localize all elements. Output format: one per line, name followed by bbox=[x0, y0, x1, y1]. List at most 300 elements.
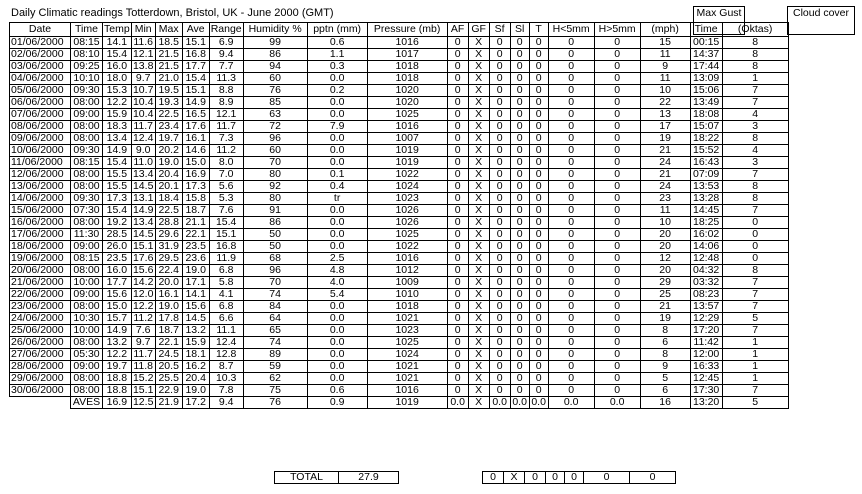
table-cell: 19.0 bbox=[182, 265, 209, 277]
table-cell: 19.7 bbox=[155, 133, 182, 145]
table-cell: 0 bbox=[447, 301, 468, 313]
table-cell: 20/06/2000 bbox=[10, 265, 71, 277]
table-cell: 10 bbox=[640, 85, 690, 97]
table-row bbox=[10, 133, 789, 145]
table-cell: 65 bbox=[243, 325, 307, 337]
table-cell: 0 bbox=[447, 373, 468, 385]
table-cell: 13:49 bbox=[690, 97, 722, 109]
table-cell: 17:44 bbox=[690, 61, 722, 73]
table-cell: 0.2 bbox=[307, 85, 367, 97]
table-cell: 6.8 bbox=[209, 265, 243, 277]
table-cell: X bbox=[468, 121, 489, 133]
table-cell: 6 bbox=[640, 385, 690, 397]
table-cell: 0 bbox=[489, 313, 510, 325]
table-cell: 5.6 bbox=[209, 181, 243, 193]
table-cell: 29/06/2000 bbox=[10, 373, 71, 385]
table-cell: 0 bbox=[529, 121, 548, 133]
table-cell: 12:48 bbox=[690, 253, 722, 265]
table-cell: 96 bbox=[243, 265, 307, 277]
column-header: H>5mm bbox=[594, 23, 640, 37]
table-cell: 0 bbox=[510, 49, 529, 61]
table-cell: 11 bbox=[640, 73, 690, 85]
column-header: Temp bbox=[104, 23, 130, 35]
column-header: AF bbox=[447, 23, 468, 37]
table-cell: 1007 bbox=[367, 133, 447, 145]
table-cell: 13.2 bbox=[182, 325, 209, 337]
table-cell: 0 bbox=[489, 205, 510, 217]
average-cell: 16 bbox=[640, 397, 690, 409]
table-cell: 0 bbox=[548, 253, 594, 265]
table-cell: 3 bbox=[722, 157, 788, 169]
table-cell: 0 bbox=[594, 121, 640, 133]
table-cell: X bbox=[468, 193, 489, 205]
table-cell: 22.5 bbox=[155, 205, 182, 217]
table-cell: 7.9 bbox=[307, 121, 367, 133]
table-cell: 1025 bbox=[367, 337, 447, 349]
table-cell: 1021 bbox=[367, 373, 447, 385]
table-cell: 27/06/2000 bbox=[10, 349, 71, 361]
table-cell: 18:25 bbox=[690, 217, 722, 229]
table-cell: 7.0 bbox=[209, 169, 243, 181]
table-cell: 0.0 bbox=[307, 157, 367, 169]
table-cell: 11.0 bbox=[131, 157, 155, 169]
table-cell: 0.0 bbox=[307, 217, 367, 229]
table-cell: 0 bbox=[510, 301, 529, 313]
table-cell: 15.7 bbox=[103, 313, 132, 325]
table-cell: 03/06/2000 bbox=[10, 61, 71, 73]
table-cell: 11 bbox=[640, 49, 690, 61]
table-cell: 1.1 bbox=[307, 49, 367, 61]
table-cell: 21.0 bbox=[155, 73, 182, 85]
table-cell: 0 bbox=[447, 289, 468, 301]
table-cell: 7 bbox=[722, 277, 788, 289]
table-cell: 0 bbox=[447, 229, 468, 241]
table-cell: 21 bbox=[640, 169, 690, 181]
table-cell: 0 bbox=[510, 61, 529, 73]
table-cell: 0 bbox=[489, 373, 510, 385]
table-cell: 0 bbox=[722, 241, 788, 253]
table-cell: 0 bbox=[529, 205, 548, 217]
table-cell: 0 bbox=[489, 61, 510, 73]
table-cell: 75 bbox=[243, 385, 307, 397]
table-cell: 0 bbox=[510, 97, 529, 109]
table-cell: 7 bbox=[722, 325, 788, 337]
table-cell: 0 bbox=[594, 301, 640, 313]
table-cell: 09:00 bbox=[71, 289, 103, 301]
table-cell: 10.3 bbox=[209, 373, 243, 385]
column-header: Pressure (mb) bbox=[367, 23, 447, 37]
table-cell: 0 bbox=[510, 265, 529, 277]
table-cell: 1026 bbox=[367, 217, 447, 229]
table-cell: 0 bbox=[529, 49, 548, 61]
table-cell: X bbox=[468, 85, 489, 97]
table-cell: 16:02 bbox=[690, 229, 722, 241]
table-cell: 15.9 bbox=[182, 337, 209, 349]
table-cell: X bbox=[468, 325, 489, 337]
table-cell: 0.0 bbox=[307, 133, 367, 145]
table-cell: 0 bbox=[594, 85, 640, 97]
table-cell: 14.5 bbox=[182, 313, 209, 325]
column-header: GF bbox=[468, 23, 489, 37]
table-row bbox=[10, 349, 789, 361]
table-cell: X bbox=[468, 73, 489, 85]
table-cell: 14.6 bbox=[182, 145, 209, 157]
table-cell: 0 bbox=[489, 265, 510, 277]
table-cell: 15:06 bbox=[690, 85, 722, 97]
table-cell: 18/06/2000 bbox=[10, 241, 71, 253]
average-cell: 0.0 bbox=[489, 397, 510, 409]
table-cell: 68 bbox=[243, 253, 307, 265]
table-cell: 0 bbox=[594, 229, 640, 241]
table-cell: 20.1 bbox=[155, 181, 182, 193]
table-cell: 16:33 bbox=[690, 361, 722, 373]
table-cell: 0.6 bbox=[307, 37, 367, 49]
table-cell: 94 bbox=[243, 61, 307, 73]
table-row bbox=[10, 253, 789, 265]
table-row bbox=[10, 337, 789, 349]
table-cell: 0 bbox=[510, 373, 529, 385]
table-cell: 23.6 bbox=[182, 253, 209, 265]
table-cell: 15.8 bbox=[182, 193, 209, 205]
table-cell: 15.6 bbox=[182, 301, 209, 313]
table-cell: 10:00 bbox=[71, 325, 103, 337]
table-cell: 0 bbox=[548, 337, 594, 349]
table-cell: 5 bbox=[640, 373, 690, 385]
table-cell: 13:53 bbox=[690, 181, 722, 193]
table-cell: 0 bbox=[489, 229, 510, 241]
table-cell: 0 bbox=[489, 133, 510, 145]
table-cell: X bbox=[468, 253, 489, 265]
column-header: Sl bbox=[510, 23, 529, 37]
table-cell: 0.4 bbox=[307, 181, 367, 193]
average-cell: 0.0 bbox=[510, 397, 529, 409]
table-cell: 6 bbox=[640, 337, 690, 349]
table-cell: 0 bbox=[548, 385, 594, 397]
table-cell: 0 bbox=[510, 241, 529, 253]
table-cell: 0 bbox=[722, 217, 788, 229]
table-cell: 0 bbox=[529, 373, 548, 385]
table-cell: 16/06/2000 bbox=[10, 217, 71, 229]
table-row bbox=[10, 277, 789, 289]
table-cell: 7 bbox=[722, 97, 788, 109]
table-cell: 10.4 bbox=[132, 108, 154, 120]
table-cell: 0 bbox=[594, 337, 640, 349]
table-cell: 17 bbox=[640, 121, 690, 133]
table-cell: 26/06/2000 bbox=[10, 337, 71, 349]
table-cell: 0 bbox=[489, 385, 510, 397]
table-cell: 0.6 bbox=[307, 385, 367, 397]
table-cell: 14:37 bbox=[690, 49, 722, 61]
table-cell: 15.5 bbox=[103, 169, 132, 181]
table-cell: 0 bbox=[548, 289, 594, 301]
totals-row bbox=[275, 472, 399, 484]
table-cell: 9.0 bbox=[131, 145, 155, 157]
table-cell: 25.5 bbox=[155, 373, 182, 385]
column-header: Min bbox=[131, 23, 155, 37]
table-cell: 0 bbox=[510, 253, 529, 265]
table-cell: 0 bbox=[594, 133, 640, 145]
table-cell: 0 bbox=[489, 169, 510, 181]
table-cell: 24 bbox=[640, 181, 690, 193]
table-cell: 11:42 bbox=[690, 337, 722, 349]
average-cell: 12.5 bbox=[132, 396, 154, 408]
total-label: TOTAL bbox=[275, 472, 339, 484]
table-cell: 15.1 bbox=[209, 229, 243, 241]
table-cell: 0 bbox=[529, 217, 548, 229]
table-cell: 10 bbox=[640, 217, 690, 229]
table-cell: X bbox=[468, 169, 489, 181]
table-cell: 5.8 bbox=[209, 277, 243, 289]
table-cell: 13.4 bbox=[103, 133, 132, 145]
table-cell: 13:09 bbox=[690, 73, 722, 85]
table-cell: 15.4 bbox=[103, 205, 132, 217]
table-cell: 18:08 bbox=[690, 109, 722, 121]
table-cell: 16.1 bbox=[155, 289, 182, 301]
table-cell: 08:00 bbox=[71, 373, 103, 385]
table-cell: 12.2 bbox=[103, 97, 132, 109]
cloud-cover-header-line1: Cloud cover bbox=[792, 7, 850, 19]
table-cell: 0 bbox=[489, 73, 510, 85]
table-cell: 0 bbox=[447, 37, 468, 49]
table-cell: 12:29 bbox=[690, 313, 722, 325]
table-cell: 1009 bbox=[367, 277, 447, 289]
table-cell: 12.8 bbox=[209, 349, 243, 361]
table-row bbox=[10, 265, 789, 277]
table-cell: 0 bbox=[548, 97, 594, 109]
table-cell: 0 bbox=[510, 85, 529, 97]
table-cell: 13/06/2000 bbox=[10, 181, 71, 193]
table-cell: 1 bbox=[722, 373, 788, 385]
table-cell: X bbox=[468, 157, 489, 169]
table-cell: 19 bbox=[640, 313, 690, 325]
table-cell: 1024 bbox=[367, 349, 447, 361]
table-cell: 07/06/2000 bbox=[10, 109, 71, 121]
table-cell: 0 bbox=[594, 37, 640, 49]
table-cell: 23/06/2000 bbox=[10, 301, 71, 313]
table-cell: 1012 bbox=[367, 265, 447, 277]
table-cell: 08:10 bbox=[71, 49, 103, 61]
table-cell: 17:20 bbox=[690, 325, 722, 337]
table-cell: 11:30 bbox=[71, 229, 103, 241]
table-cell: 22.4 bbox=[155, 265, 182, 277]
table-row bbox=[10, 193, 789, 205]
table-cell: 0 bbox=[489, 325, 510, 337]
table-cell: 1020 bbox=[367, 97, 447, 109]
table-cell: 15.9 bbox=[103, 109, 132, 121]
average-cell: 76 bbox=[243, 397, 307, 409]
table-cell: 7.6 bbox=[209, 205, 243, 217]
table-cell: 0.0 bbox=[307, 229, 367, 241]
table-cell: 10.7 bbox=[132, 84, 154, 96]
table-cell: 0 bbox=[548, 313, 594, 325]
table-cell: 62 bbox=[243, 373, 307, 385]
table-cell: 0 bbox=[529, 349, 548, 361]
table-row bbox=[10, 37, 789, 49]
table-cell: 20.4 bbox=[155, 169, 182, 181]
table-cell: 0 bbox=[548, 181, 594, 193]
table-cell: 18.7 bbox=[155, 325, 182, 337]
table-cell: 0 bbox=[548, 325, 594, 337]
table-cell: 0 bbox=[447, 277, 468, 289]
table-cell: 22.1 bbox=[182, 229, 209, 241]
table-cell: 0 bbox=[529, 73, 548, 85]
table-cell: 0 bbox=[447, 145, 468, 157]
table-cell: 6.9 bbox=[209, 37, 243, 49]
table-cell: 16.1 bbox=[182, 133, 209, 145]
table-cell: 14:45 bbox=[690, 205, 722, 217]
table-cell: 16.0 bbox=[103, 265, 132, 277]
average-cell: 0.9 bbox=[307, 397, 367, 409]
table-cell: 0 bbox=[529, 169, 548, 181]
table-cell: 60 bbox=[243, 73, 307, 85]
table-cell: 1 bbox=[722, 337, 788, 349]
table-cell: 15/06/2000 bbox=[10, 205, 71, 217]
table-cell: 09:00 bbox=[71, 361, 103, 373]
table-cell: 0.0 bbox=[307, 109, 367, 121]
table-cell: X bbox=[468, 361, 489, 373]
table-cell: 15.4 bbox=[103, 157, 132, 169]
table-cell: 19.0 bbox=[182, 385, 209, 397]
table-cell: 23.5 bbox=[182, 241, 209, 253]
column-header: Time bbox=[690, 23, 722, 37]
table-cell: 19.0 bbox=[155, 301, 182, 313]
table-cell: 08:00 bbox=[71, 97, 103, 109]
table-cell: 12.4 bbox=[132, 132, 154, 144]
table-row bbox=[10, 85, 789, 97]
total-flag-cell: X bbox=[504, 472, 525, 484]
table-cell: 17.6 bbox=[132, 252, 154, 264]
table-cell: 0 bbox=[510, 325, 529, 337]
table-cell: 18.4 bbox=[155, 193, 182, 205]
table-cell: 1018 bbox=[367, 61, 447, 73]
table-cell: 1017 bbox=[367, 49, 447, 61]
table-cell: 0.0 bbox=[307, 205, 367, 217]
table-cell: 14.9 bbox=[132, 204, 154, 216]
table-cell: 11.7 bbox=[131, 349, 155, 361]
table-cell: 0 bbox=[548, 193, 594, 205]
table-cell: 15 bbox=[640, 37, 690, 49]
table-cell: 08:23 bbox=[690, 289, 722, 301]
table-cell: 2.5 bbox=[307, 253, 367, 265]
table-cell: 1023 bbox=[367, 325, 447, 337]
table-cell: 1019 bbox=[367, 157, 447, 169]
table-row bbox=[10, 73, 789, 85]
table-cell: 0 bbox=[548, 121, 594, 133]
table-cell: 0 bbox=[447, 133, 468, 145]
table-cell: 0 bbox=[594, 361, 640, 373]
table-cell: 21.5 bbox=[155, 49, 182, 61]
totals-pptn-table bbox=[274, 471, 399, 484]
table-cell: 63 bbox=[243, 109, 307, 121]
table-cell: 0 bbox=[548, 49, 594, 61]
table-cell: 23.4 bbox=[155, 121, 182, 133]
table-cell: 7.7 bbox=[209, 61, 243, 73]
table-cell: 4 bbox=[722, 145, 788, 157]
table-cell: 1016 bbox=[367, 37, 447, 49]
table-cell: 0 bbox=[548, 361, 594, 373]
table-row bbox=[10, 169, 789, 181]
table-cell: X bbox=[468, 373, 489, 385]
table-cell: X bbox=[468, 337, 489, 349]
table-cell: 14:06 bbox=[690, 241, 722, 253]
average-cell: 0.0 bbox=[594, 397, 640, 409]
table-cell: 0 bbox=[489, 85, 510, 97]
table-cell: 0 bbox=[510, 157, 529, 169]
table-cell: 0 bbox=[489, 157, 510, 169]
table-cell: 10:00 bbox=[71, 277, 103, 289]
table-cell: 22.1 bbox=[155, 337, 182, 349]
table-cell: 0 bbox=[529, 145, 548, 157]
table-cell: 6.8 bbox=[209, 301, 243, 313]
table-cell: 0 bbox=[510, 109, 529, 121]
table-cell: 18.7 bbox=[182, 205, 209, 217]
table-cell: 9.7 bbox=[131, 337, 155, 349]
table-cell: 3 bbox=[722, 121, 788, 133]
table-cell: 0 bbox=[548, 205, 594, 217]
table-cell: 14.9 bbox=[103, 325, 132, 337]
table-cell: 12.4 bbox=[209, 337, 243, 349]
column-header: T bbox=[529, 23, 548, 37]
table-cell: X bbox=[468, 145, 489, 157]
table-cell: 0 bbox=[447, 109, 468, 121]
table-cell: 8 bbox=[722, 265, 788, 277]
table-cell: 10/06/2000 bbox=[10, 145, 71, 157]
total-flag-cell: 0 bbox=[584, 472, 630, 484]
table-cell: 0 bbox=[548, 373, 594, 385]
table-cell: 0 bbox=[489, 49, 510, 61]
table-cell: 0 bbox=[529, 37, 548, 49]
table-cell: 21/06/2000 bbox=[10, 277, 71, 289]
table-cell: 59 bbox=[243, 361, 307, 373]
table-cell: 0 bbox=[548, 169, 594, 181]
table-cell: 08:00 bbox=[71, 265, 103, 277]
table-cell: 13.8 bbox=[132, 60, 154, 72]
table-cell: 0 bbox=[594, 193, 640, 205]
table-cell: 0.0 bbox=[307, 337, 367, 349]
table-cell: 0 bbox=[447, 385, 468, 397]
table-cell: 1010 bbox=[367, 289, 447, 301]
table-row bbox=[10, 157, 789, 169]
table-cell: 0 bbox=[447, 121, 468, 133]
table-cell: 0 bbox=[548, 301, 594, 313]
table-cell: 0 bbox=[548, 109, 594, 121]
averages-row bbox=[10, 397, 789, 409]
table-cell: 0 bbox=[529, 133, 548, 145]
table-cell: 08:00 bbox=[71, 217, 103, 229]
table-cell: 0 bbox=[447, 169, 468, 181]
table-cell: 0 bbox=[548, 217, 594, 229]
table-cell: 0 bbox=[594, 385, 640, 397]
table-cell: 0 bbox=[447, 265, 468, 277]
table-cell: 50 bbox=[243, 241, 307, 253]
table-cell: 0 bbox=[529, 157, 548, 169]
column-header: Time bbox=[71, 23, 103, 37]
table-cell: 0 bbox=[489, 37, 510, 49]
table-cell: 12.0 bbox=[132, 288, 154, 300]
table-cell: 0 bbox=[489, 241, 510, 253]
table-cell: 72 bbox=[243, 121, 307, 133]
table-cell: 0 bbox=[510, 385, 529, 397]
table-cell: 22.5 bbox=[155, 109, 182, 121]
table-cell: 8 bbox=[640, 349, 690, 361]
table-cell: 0 bbox=[529, 61, 548, 73]
table-cell: 0 bbox=[447, 313, 468, 325]
table-cell: 0.0 bbox=[307, 145, 367, 157]
table-cell: 0 bbox=[594, 109, 640, 121]
table-cell: 09:00 bbox=[71, 241, 103, 253]
table-cell: 16.9 bbox=[182, 169, 209, 181]
table-cell: 0 bbox=[529, 289, 548, 301]
